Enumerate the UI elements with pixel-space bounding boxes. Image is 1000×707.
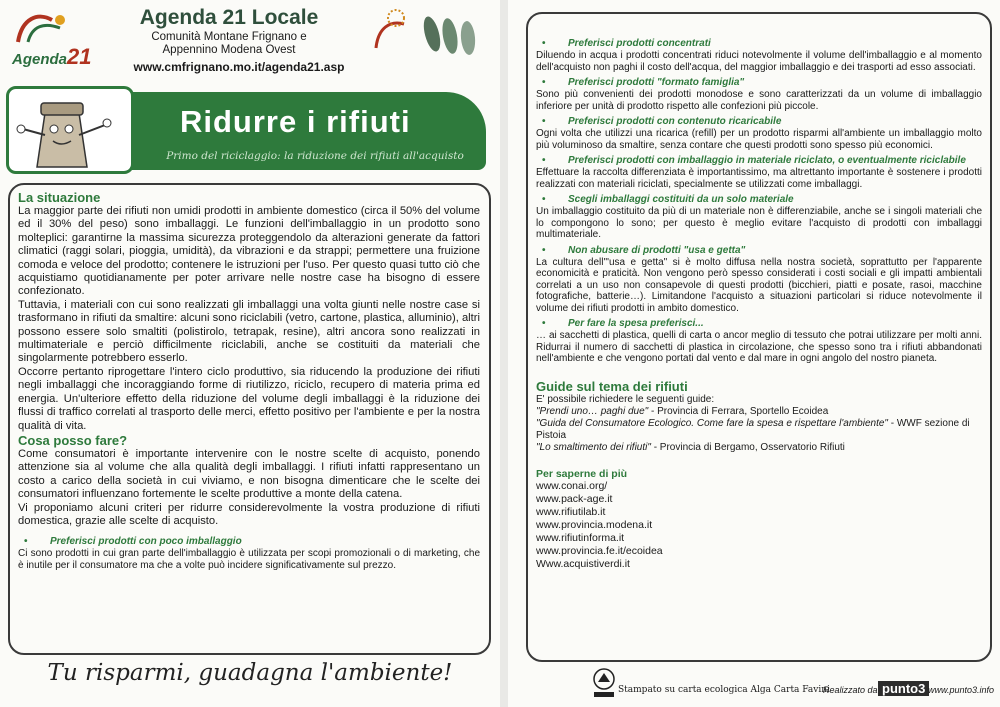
made-by: Realizzato da	[823, 685, 878, 695]
link[interactable]: Www.acquistiverdi.it	[536, 557, 630, 570]
tip-title: • Preferisci prodotti con imballaggio in materiale riciclato, o eventualmente riciclabile	[536, 155, 982, 167]
header-subtitle: Comunità Montane Frignano e Appennino Modena Ovest	[151, 31, 307, 56]
right-page	[508, 0, 1000, 707]
paragraph: Vi proponiamo alcuni criteri per ridurre considerevolmente la vostra produzione di rifiuti domestica, grazie alle scelte di acquisto.	[18, 501, 480, 527]
tip-title: • Scegli imballaggi costituiti da un solo materiale	[536, 194, 982, 206]
more-title: Per saperne di più	[536, 467, 628, 480]
tip-text: Effettuare la raccolta differenziata è importantissimo, ma altrettanto importante è sostenere i prodotti realizzati con materiali riciclati, specialmente se utilizzati come imballaggi.	[536, 167, 982, 190]
guide-item: "Lo smaltimento dei rifiuti" - Provincia di Bergamo, Osservatorio Rifiuti	[536, 441, 845, 453]
section-title-situazione: La situazione	[18, 190, 101, 205]
page-gutter	[500, 0, 508, 707]
right-content	[536, 38, 982, 571]
paragraph: Tuttavia, i materiali con cui sono realizzati gli imballaggi una volta giunti nelle nostre case si trasformano in rifiuti da smaltire: alcuni sono riciclabili (vetro, cartone, plastica, alluminio), altri possono essere solo smaltiti (polistirolo, tetrapak, resine), altri ancora sono realizzati in multimateriale e perciò difficilmente riciclabili, anche se costituiti da materiali che singolarmente potrebbero esserlo.	[18, 298, 480, 365]
tip-title: • Non abusare di prodotti "usa e getta"	[536, 245, 982, 257]
agenda21-logo: Agenda21	[8, 8, 86, 64]
paragraph: La maggior parte dei rifiuti non umidi prodotti in ambiente domestico (circa il 50% del volume ed il 30% del peso) sono imballaggi. Le funzioni dell'imballaggio in un prodotto sono molteplici: garantirne la massima sicurezza proteggendolo da alterazioni generate da fattori climatici (raggi solari, pioggia, umidità), da vibrazioni e da strappi; permettere una fruizione comoda e veloce del prodotto; contenere le istruzioni per l'uso. Per questo quasi tutto ciò che acquistiamo quotidianamente per poter arrivare nelle nostre case ha bisogno di essere confezionato.	[18, 205, 480, 298]
tip-title: • Per fare la spesa preferisci...	[536, 318, 982, 330]
guides-intro: E' possibile richiedere le seguenti guide:	[536, 393, 715, 405]
print-note: Stampato su carta ecologica Alga Carta Favini	[618, 685, 830, 695]
guides-title: Guide sul tema dei rifiuti	[536, 378, 688, 394]
footer-url[interactable]: www.punto3.info	[928, 685, 995, 695]
alga-carta-logo-icon	[592, 668, 616, 698]
tip-text: La cultura dell'"usa e getta" si è molto diffusa nella nostra società, soprattutto per l'apparente economicità e praticità. Non vengono però spesso considerati i costi sociali e gli impatti ambientali correlati a un uso non consapevole di questi prodotti (bicchieri, piatti e posate, rasoi, macchine fotografiche, batterie…). Limitandone l'acquisto a situazioni particolari si riduce notevolmente il volume dei rifiuti prodotti in ambito domestico.	[536, 256, 982, 314]
tip-title: • Preferisci prodotti "formato famiglia"	[536, 77, 982, 89]
paragraph: Occorre pertanto riprogettare l'intero ciclo produttivo, sia riducendo la produzione dei rifiuti negli imballaggi che incoraggiando forme di riutilizzo, riciclo, recupero di materia prima ed energia. Un'ulteriore effetto della riduzione del volume degli imballaggi è la riduzione dei flussi di traffico correlati al trasporto delle merci, effetto positivo per l'ambiente e per la nostra qualità di vita.	[18, 365, 480, 432]
tip-title: • Preferisci prodotti concentrati	[536, 38, 982, 50]
tip-title: • Preferisci prodotti con contenuto ricaricabile	[536, 116, 982, 128]
paragraph: Come consumatori è importante intervenire con le nostre scelte di acquisto, ponendo attenzione sia al volume che alla qualità degli imballaggi. I rifiuti infatti rappresentano un costo a carico della società in cui viviamo, e non bisogna dimenticare che le scelte dei consumatori influenzano fortemente le scelte produttive a monte della catena.	[18, 447, 480, 501]
header-title: Agenda 21 Locale	[139, 6, 319, 29]
section-title-cosa: Cosa posso fare?	[18, 432, 128, 448]
tip-title: • Preferisci prodotti con poco imballaggio	[18, 536, 480, 548]
link[interactable]: www.rifiutilab.it	[536, 505, 606, 518]
punto3-logo: punto3	[878, 681, 929, 696]
header-url[interactable]: www.cmfrignano.mo.it/agenda21.asp	[133, 60, 345, 74]
page-title: Ridurre i rifiuti	[180, 104, 411, 139]
left-content	[18, 190, 480, 571]
tip-text: Ogni volta che utilizzi una ricarica (refill) per un prodotto risparmi all'ambiente un imballaggio molto più voluminoso da smaltire, senza contare che questi prodotti sono spesso più economici.	[536, 128, 982, 151]
slogan: Tu risparmi, guadagna l'ambiente!	[47, 660, 453, 686]
link[interactable]: www.conai.org/	[536, 479, 608, 492]
guide-item: "Prendi uno… paghi due" - Provincia di Ferrara, Sportello Ecoidea	[536, 405, 829, 417]
link[interactable]: www.provincia.modena.it	[536, 518, 653, 531]
page-subtitle: Primo del riciclaggio: la riduzione dei rifiuti all'acquisto	[166, 150, 464, 162]
guide-item: "Guida del Consumatore Ecologico. Come fare la spesa e rispettare l'ambiente" - WWF sezione di Pistoia	[536, 417, 970, 441]
leaves-decoration-icon	[370, 8, 485, 58]
mascot-illustration	[6, 86, 134, 174]
tip-text: Un imballaggio costituito da più di un materiale non è differenziabile, anche se i singoli materiali che lo compongono lo sono; per questo è meglio evitare l'acquisto di prodotti con imballaggi multimateriale.	[536, 206, 982, 240]
link[interactable]: www.rifiutinforma.it	[536, 531, 625, 544]
link[interactable]: www.pack-age.it	[536, 492, 613, 505]
tip-text: Sono più convenienti dei prodotti monodose e sono caratterizzati da un volume di imballaggio inferiore per unità di prodotto rispetto alle confezioni più piccole.	[536, 89, 982, 112]
tip-text: Ci sono prodotti in cui gran parte dell'imballaggio è utilizzata per scopi promozionali o di marketing, che è inutile per il consumatore ma che a volte può incidere significativamente sul prezzo.	[18, 548, 480, 571]
tip-text: Diluendo in acqua i prodotti concentrati riduci notevolmente il volume dell'imballaggio e al momento dell'acquisto non paghi il costo dell'acqua, del maggior imballaggio e dei trasporti ad esso associati.	[536, 50, 982, 73]
link[interactable]: www.provincia.fe.it/ecoidea	[536, 544, 663, 557]
tip-text: … ai sacchetti di plastica, quelli di carta o ancor meglio di tessuto che potrai utilizzare per molti anni. Ridurrai il numero di sacchetti di plastica in circolazione, che spesso sono tra i rifiuti abbandonati nell'ambiente e che vengono portati dal vento e dal mare in ogni angolo del nostro pianeta.	[536, 330, 982, 364]
